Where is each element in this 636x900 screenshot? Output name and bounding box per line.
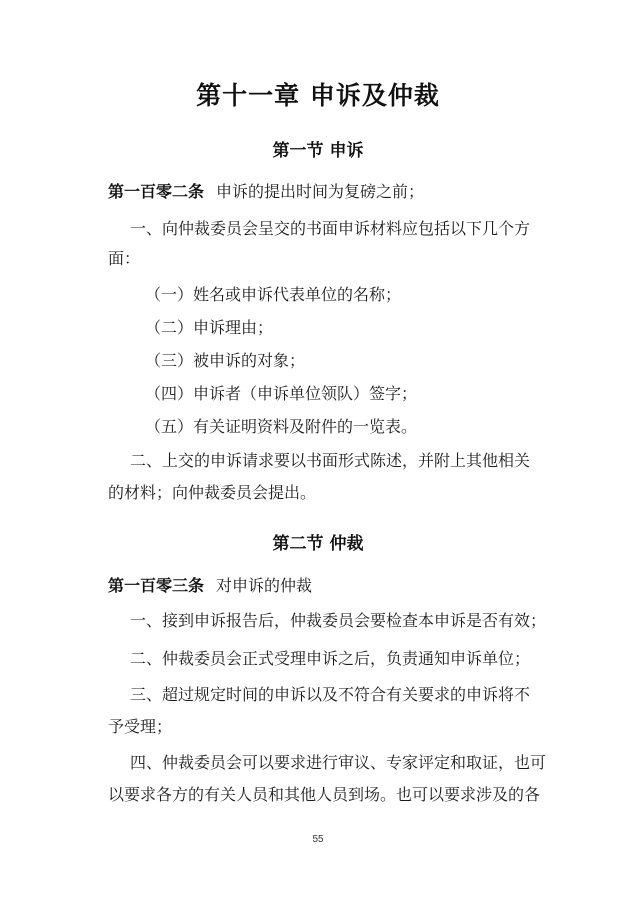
article-heading: 申诉的提出时间为复磅之前； <box>216 182 425 201</box>
paragraph-line: 一、接到申诉报告后，仲裁委员会要检查本申诉是否有效； <box>130 611 547 630</box>
paragraph-line: 一、向仲裁委员会呈交的书面申诉材料应包括以下几个方 <box>130 219 531 238</box>
paragraph-line: 三、超过规定时间的申诉以及不符合有关要求的申诉将不 <box>130 685 531 704</box>
page-number: 55 <box>312 834 324 845</box>
list-item: （一）姓名或申诉代表单位的名称； <box>145 285 402 304</box>
paragraph-line: 四、仲裁委员会可以要求进行审议、专家评定和取证，也可 <box>130 753 547 772</box>
article-103 <box>108 575 312 597</box>
list-item: （二）申诉理由； <box>145 318 274 337</box>
section-title-arbitration: 第二节 仲裁 <box>272 534 364 554</box>
paragraph-line: 二、上交的申诉请求要以书面形式陈述，并附上其他相关 <box>130 451 531 470</box>
article-number: 第一百零二条 <box>108 182 205 201</box>
chapter-title: 第十一章 申诉及仲裁 <box>196 81 440 110</box>
paragraph-line: 予受理； <box>108 717 173 736</box>
paragraph-line: 二、仲裁委员会正式受理申诉之后，负责通知申诉单位； <box>130 649 531 668</box>
paragraph-line: 面： <box>108 249 141 268</box>
article-102 <box>108 181 424 203</box>
paragraph-line: 以要求各方的有关人员和其他人员到场。也可以要求涉及的各 <box>108 785 541 804</box>
section-title-complaint: 第一节 申诉 <box>272 141 364 161</box>
list-item: （五）有关证明资料及附件的一览表。 <box>145 417 418 436</box>
article-number: 第一百零三条 <box>108 576 205 595</box>
article-heading: 对申诉的仲裁 <box>216 576 313 595</box>
list-item: （三）被申诉的对象； <box>145 351 306 370</box>
list-item: （四）申诉者（申诉单位领队）签字； <box>145 384 418 403</box>
paragraph-line: 的材料；向仲裁委员会提出。 <box>108 483 317 502</box>
